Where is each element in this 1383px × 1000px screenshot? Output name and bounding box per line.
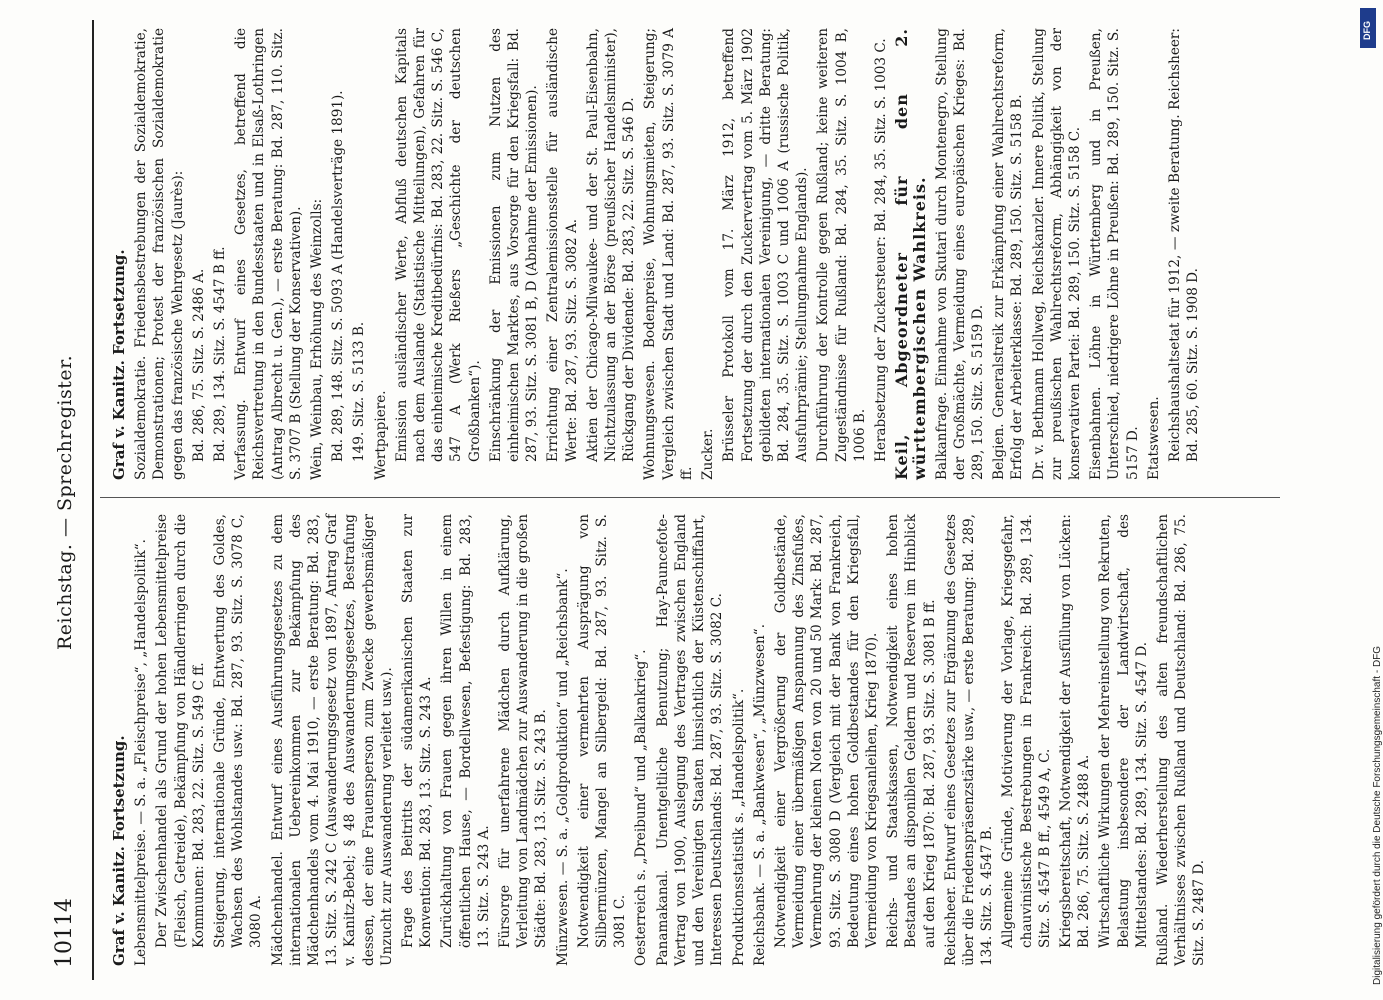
index-entry: Sozialdemokratie. Friedensbestrebungen der Sozialdemokratie, Demonstrationen; Protest der französischen Sozialdemokratie gegen das französische Wehrgesetz (Jaurès): [133,28,186,480]
index-entry: Errichtung einer Zentralemissionsstelle für ausländische Werte: Bd. 287, 93. Sitz. S. 3082 A. [545,28,580,462]
index-entry: Münzwesen. — S. a. „Goldproduktion“ und „Reichsbank“. [554,568,571,966]
index-entry: Allgemeine Gründe, Motivierung der Vorlage, Kriegsgefahr, chauvinistische Bestrebungen in Frankreich: Bd. 289, 134. Sitz. S. 4547 B ff., 4549 A, C. [1000,514,1053,948]
index-entry: Notwendigkeit einer Vergrößerung der Goldbestände, Vermeidung einer übermäßigen Anspannung des Zinsfußes, Vermehrung der kleinen Noten von 20 und 50 Mark: Bd. 287, 93. Sitz. S. 3080 D (Vergleich mit der Bank von Frankreich, Bedeutung eines hohen Goldbestandes für den Kriegsfall, Vermeidung von Kriegsanleihen, Krieg 1870). [772,514,880,948]
index-entry: Panamakanal. Unentgeltliche Benutzung; Hay-Pauncefote-Vertrag von 1900, Auslegung des Vertrages zwischen England und den Vereinigten Staaten hinsichtlich der Küstenschiffahrt, Interessen Deutschlands: Bd. 287, 93. Sitz. S. 3082 C. [654,514,726,966]
index-entry: Reichs- und Staatskassen, Notwendigkeit eines hohen Bestandes an disponiblen Geldern und Reserven im Hinblick auf den Krieg 1870: Bd. 287, 93. Sitz. S. 3081 B ff. [885,514,938,948]
index-entry: Rußland. Wiederherstellung des alten freundschaftlichen Verhältnisses zwischen Rußland und Deutschland: Bd. 286, 75. Sitz. S. 2487 D. [1154,514,1208,966]
person-heading: Keil, Abgeordneter für den 2. württembergischen Wahlkreis. [892,28,930,480]
running-head: Reichstag. — Sprechregister. [54,354,76,650]
index-entry: Zurückhaltung von Frauen gegen ihren Willen in einem öffentlichen Hause, — Bordellwesen, Befestigung: Bd. 283, 13. Sitz. S. 243 A. [439,514,492,948]
index-entry: 149. Sitz. S. 5133 B. [351,321,368,462]
index-entry: Wirtschaftliche Wirkungen der Mehreinstellung von Rekruten, Belastung insbesondere der Landwirtschaft, des Mittelstandes: Bd. 289, 134. Sitz. S. 4547 D. [1097,514,1150,948]
index-entry: Frage des Beitritts der südamerikanischen Staaten zur Konvention: Bd. 283, 13. Sitz. S. 243 A. [400,514,435,948]
index-entry: Reichsbank. — S. a. „Bankwesen“, „Münzwesen“. [751,623,768,966]
index-entry: Eisenbahnen. Löhne in Württemberg und in Preußen, Unterschied, niedrigere Löhne in Preußen: Bd. 289, 150. Sitz. S. 5157 D. [1088,28,1141,480]
index-entry: Zucker. [700,428,717,480]
index-entry: Reichsheer. Entwurf eines Gesetzes zur Ergänzung des Gesetzes über die Friedenspräsenzstärke usw., — erste Beratung: Bd. 289, 134. Sitz. S. 4547 B. [942,514,996,966]
index-entry: Produktionsstatistik s. „Handelspolitik“. [730,688,747,966]
index-entry: Dr. v. Bethmann Hollweg, Reichskanzler. Innere Politik, Stellung zur preußischen Wahlrechtsreform, Abhängigkeit von der konservativen Partei: Bd. 289, 150. Sitz. S. 5158 C. [1030,28,1083,480]
header-rule [92,20,94,980]
page-header [52,20,92,980]
credit-text: Digitalisierung gefördert durch die Deutsche Forschungsgemeinschaft - DFG [1372,645,1383,985]
right-section-title: Graf v. Kanitz. Fortsetzung. [110,249,128,480]
index-entry: Notwendigkeit einer vermehrten Ausprägung von Silbermünzen, Mangel an Silbergeld: Bd. 287, 93. Sitz. S. 3081 C. [575,514,629,948]
dfg-logo: DFG [1360,8,1376,48]
index-entry: Brüsseler Protokoll vom 17. März 1912, betreffend Fortsetzung der durch den Zuckervertrag vom 5. März 1902 gebildeten internationalen Vereinigung, — dritte Beratung: Bd. 284, 35. Sitz. S. 1003 C und 1006 A (russische Politik, Ausfuhrprämie; Stellungnahme Englands). [721,28,811,462]
index-entry: Bd. 289, 134. Sitz. S. 4547 B ff. [212,246,229,462]
index-entry: Lebensmittelpreise. — S. a. „Fleischpreise“, „Handelspolitik“. [133,539,150,966]
index-entry: Bd. 286, 75. Sitz. S. 2486 A. [190,268,207,462]
index-entry: Etatswesen. [1145,396,1162,480]
index-entry: Oesterreich s. „Dreibund“ und „Balkankrieg“. [633,649,650,966]
index-entry: Einschränkung der Emissionen zum Nutzen des einheimischen Marktes, aus Vorsorge für den Kriegsfall: Bd. 287, 93. Sitz. S. 3081 B, D (Abnahme der Emissionen). [487,28,541,462]
index-entry: Wertpapiere. [372,390,389,480]
index-entry: Reichshaushaltsetat für 1912, — zweite Beratung. Reichsheer: Bd. 285, 60. Sitz. S. 1908 D. [1166,28,1202,462]
digitization-credit [1356,480,1383,990]
index-entry: Verfassung. Entwurf eines Gesetzes, betreffend die Reichsvertretung in den Bundesstaaten und in Elsaß-Lothringen (Antrag Albrecht u. Gen.), — erste Beratung: Bd. 287, 110. Sitz. S. 3707 B (Stellung der Konservativen). [233,28,304,480]
index-entry: Kriegsbereitschaft, Notwendigkeit der Ausfüllung von Lücken: Bd. 286, 75. Sitz. S. 2488 A. [1057,514,1093,948]
left-column [110,514,1212,966]
index-entry: Aktien der Chicago-Milwaukee- und der St. Paul-Eisenbahn, Nichtzulassung an der Börse (preußischer Handelsminister), Rückgang der Dividende: Bd. 283, 22. Sitz. S. 546 D. [584,28,638,462]
index-entry: Fürsorge für unerfahrene Mädchen durch Aufklärung, Verleitung von Landmädchen zur Auswanderung in die großen Städte: Bd. 283, 13. Sitz. S. 243 B. [497,514,550,948]
left-section-title: Graf v. Kanitz. Fortsetzung. [110,735,128,966]
right-column [110,28,1205,480]
index-entry: Bd. 289, 148. Sitz. S. 5093 A (Handelsverträge 1891). [330,90,347,462]
index-entry: Herabsetzung der Zuckersteuer: Bd. 284, 35. Sitz. S. 1003 C. [872,38,889,462]
rotated-page-content [20,20,1320,980]
index-entry: Belgien. Generalstreik zur Erkämpfung einer Wahlrechtsreform, Erfolg der Arbeiterklasse: Bd. 289, 150. Sitz. S. 5158 B. [991,28,1026,480]
index-entry: Balkanfrage. Einnahme von Skutari durch Montenegro, Stellung der Großmächte, Vermeidung eines europäischen Krieges: Bd. 289, 150. Sitz. S. 5159 D. [933,28,986,480]
column-divider [100,497,1280,498]
index-entry: Mädchenhandel. Entwurf eines Ausführungsgesetzes zu dem internationalen Uebereinkommen zur Bekämpfung des Mädchenhandels vom 4. Mai 1910, — erste Beratung: Bd. 283, 13. Sitz. S. 242 C (Auswanderungsgesetz von 1897, Antrag Graf v. Kanitz-Bebel; § 48 des Auswanderungsgesetzes, Bestrafung dessen, der eine Frauensperson zum Zwecke gewerbsmäßiger Unzucht zur Auswanderung verleitet usw.). [269,514,395,966]
page-number: 10114 [52,898,77,968]
index-entry: Steigerung, internationale Gründe, Entwertung des Goldes, Wachsen des Wohlstandes usw.: Bd. 287, 93. Sitz. S. 3078 C, 3080 A. [212,514,265,948]
index-entry: Wein, Weinbau, Erhöhung des Weinzolls: [309,198,326,480]
index-entry: Durchführung der Kontrolle gegen Rußland; keine weiteren Zugeständnisse für Rußland: Bd. 284, 35. Sitz. S. 1004 B, 1006 B. [815,28,868,462]
index-entry: Der Zwischenhandel als Grund der hohen Lebensmittelpreise (Fleisch, Getreide), Bekämpfung von Händlerringen durch die Kommunen: Bd. 283, 22. Sitz. S. 549 C ff. [154,514,207,948]
index-entry: Emission ausländischer Werte, Abfluß deutschen Kapitals nach dem Auslande (Statistische Mitteilungen), Gefahren für das einheimische Kreditbedürfnis: Bd. 283, 22. Sitz. S. 546 C, 547 A (Werk Rießers „Geschichte der deutschen Großbanken“). [393,28,483,462]
index-entry: Wohnungswesen. Bodenpreise, Wohnungsmieten, Steigerung; Vergleich zwischen Stadt und Land: Bd. 287, 93. Sitz. S. 3079 A ff. [642,28,695,480]
